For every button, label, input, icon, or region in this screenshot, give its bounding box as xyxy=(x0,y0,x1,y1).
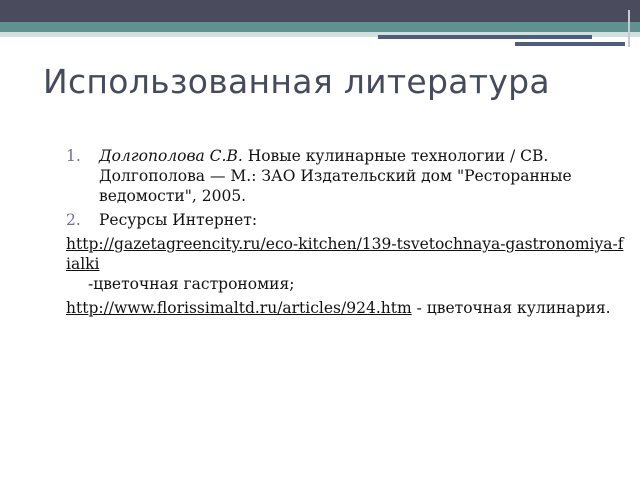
list-number: 2. xyxy=(66,211,81,229)
header-accent-bar xyxy=(378,35,592,39)
resources-label: Ресурсы Интернет: xyxy=(99,211,258,229)
link-paragraph xyxy=(66,298,626,318)
reference-link[interactable]: http://www.florissimaltd.ru/articles/924.htm xyxy=(66,299,412,317)
slide-body xyxy=(66,146,626,318)
reference-author: Долгополова С.В. xyxy=(99,147,243,165)
list-item xyxy=(66,210,626,230)
header-band-dark xyxy=(0,0,640,22)
list-item xyxy=(66,146,626,206)
link-description: -цветочная гастрономия; xyxy=(88,275,295,293)
link-description: - цветочная кулинария. xyxy=(411,299,611,317)
list-number: 1. xyxy=(66,147,81,165)
reference-text: Новые кулинарные технологии / СВ. Долгополова — М.: ЗАО Издательский дом "Ресторанные ведомости", 2005. xyxy=(99,147,572,205)
header-band-teal xyxy=(0,22,640,32)
header-right-rule xyxy=(628,10,630,47)
reference-link[interactable]: http://gazetagreencity.ru/eco-kitchen/139-tsvetochnaya-gastronomiya-fialki xyxy=(66,235,624,273)
slide-title: Использованная литература xyxy=(43,62,550,101)
link-paragraph xyxy=(66,234,626,294)
header-accent-bar-short xyxy=(515,42,625,46)
